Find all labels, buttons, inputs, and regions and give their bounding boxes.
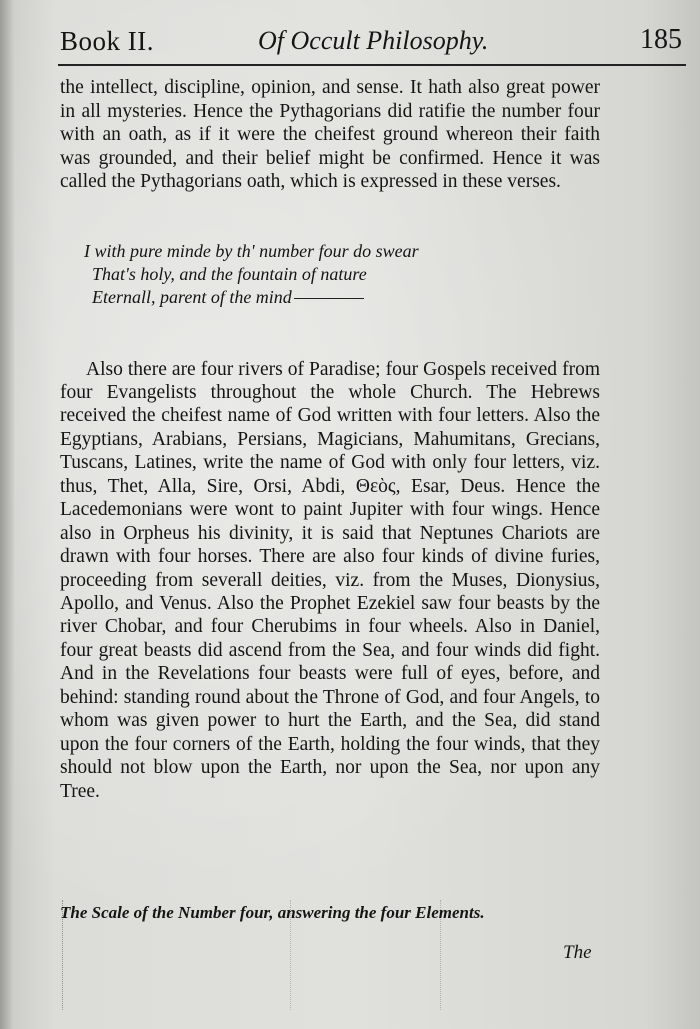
verse-line-1: I with pure minde by th' number four do swear — [84, 241, 419, 261]
verse-line-3: Eternall, parent of the mind — [92, 287, 292, 307]
table-guide-line — [290, 900, 292, 1010]
running-title: Of Occult Philosophy. — [258, 26, 489, 55]
paragraph-continued: the intellect, discipline, opinion, and sense. It hath also great power in all mysteries. Hence the Pythagorians did ratifie the number four with an oath, as if it were the cheifest ground whereon their faith was grounded, and their belief might be confirmed. Hence it was called the Pythagorians oath, which is expressed in these verses. — [60, 77, 600, 193]
verse-line-3-wrap — [84, 286, 564, 309]
table-guide-line — [62, 900, 64, 1010]
page-gutter-shadow — [0, 0, 14, 1029]
running-header — [58, 14, 686, 66]
verse-dash-rule — [294, 298, 364, 299]
catchword: The — [563, 942, 592, 963]
table-guide-line — [440, 900, 442, 1010]
paragraph-four-rivers: Also there are four rivers of Paradise; four Gospels received from four Evangelists throughout the whole Church. The Hebrews received the cheifest name of God written with four letters. Also the Egyptians, Arabians, Persians, Magicians, Mahumitans, Grecians, Tuscans, Latines, write the name of God with only four letters, viz. thus, Thet, Alla, Sire, Orsi, Abdi, Θεὸς, Esar, Deus. Hence the Lacedemonians were wont to paint Jupiter with four wings. Hence also in Orpheus his divinity, it is said that Neptunes Chariots are drawn with four horses. There are also four kinds of divine furies, proceeding from severall deities, viz. from the Muses, Dionysius, Apollo, and Venus. Also the Prophet Ezekiel saw four beasts by the river Chobar, and four Cherubims in four wheels. Also in Daniel, four great beasts did ascend from the Sea, and four winds did fight. And in the Revelations four beasts were full of eyes, before, and behind: standing round about the Throne of God, and four Angels, to whom was given power to hurt the Earth, and the Sea, did stand upon the four corners of the Earth, holding the four winds, that they should not blow upon the Earth, nor upon the Sea, nor upon any Tree. — [60, 358, 600, 802]
verse-line-2: That's holy, and the fountain of nature — [92, 264, 367, 284]
book-label: Book II. — [60, 26, 154, 56]
scale-heading: The Scale of the Number four, answering the four Elements. — [60, 903, 485, 922]
text-block-top — [60, 76, 600, 194]
page-number: 185 — [640, 24, 682, 55]
verse-block — [84, 240, 564, 309]
